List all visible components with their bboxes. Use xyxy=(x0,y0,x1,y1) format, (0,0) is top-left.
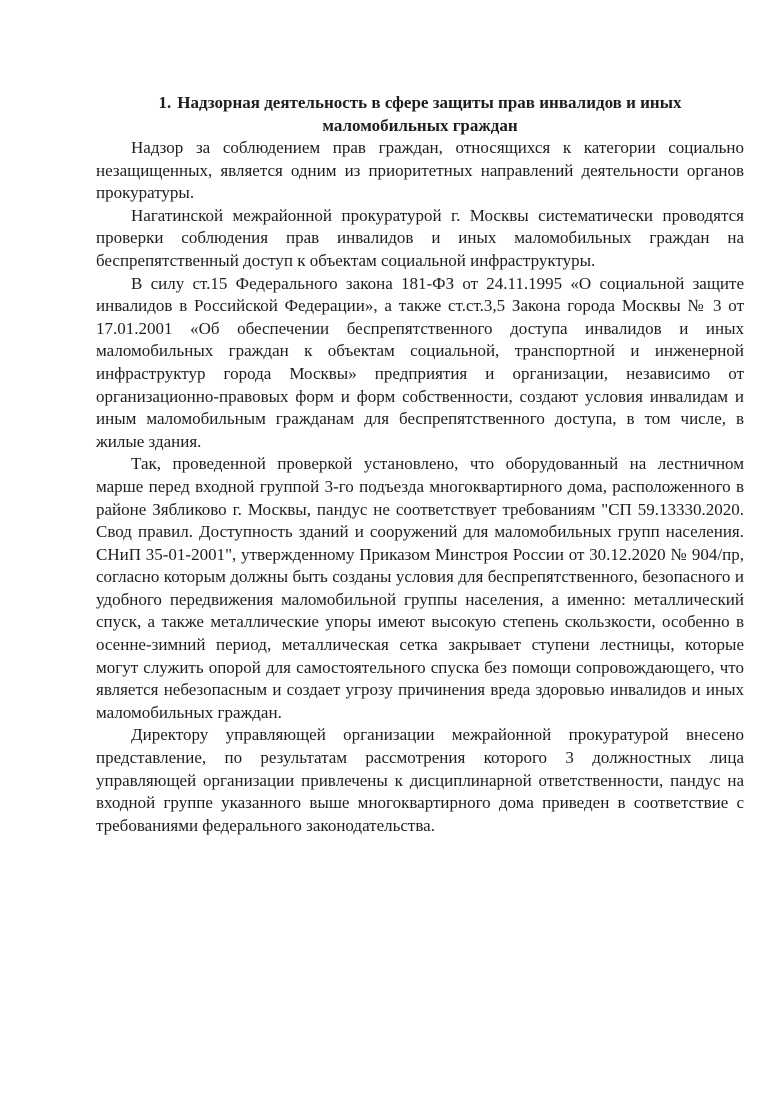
section-heading xyxy=(96,92,744,137)
section-number: 1. xyxy=(158,93,172,112)
paragraph-2: Нагатинской межрайонной прокуратурой г. Москвы систематически проводятся проверки соблюдения прав инвалидов и иных маломобильных граждан на беспрепятственный доступ к объектам социальной инфраструктуры. xyxy=(96,205,744,270)
section-title: Надзорная деятельность в сфере защиты прав инвалидов и иных маломобильных граждан xyxy=(177,93,682,135)
paragraph-1: Надзор за соблюдением прав граждан, относящихся к категории социально незащищенных, является одним из приоритетных направлений деятельности органов прокуратуры. xyxy=(96,138,744,203)
paragraph-5: Директору управляющей организации межрайонной прокуратурой внесено представление, по результатам рассмотрения которого 3 должностных лица управляющей организации привлечены к дисциплинарной ответственности, пандус на входной группе указанного выше многоквартирного дома приведен в соответствие с требованиями федерального законодательства. xyxy=(96,725,744,835)
document-body xyxy=(96,92,744,837)
paragraph-4: Так, проведенной проверкой установлено, что оборудованный на лестничном марше перед входной группой 3-го подъезда многоквартирного дома, расположенного в районе Зябликово г. Москвы, пандус не соответствует требованиям "СП 59.13330.2020. Свод правил. Доступность зданий и сооружений для маломобильных групп населения. СНиП 35-01-2001", утвержденному Приказом Минстроя России от 30.12.2020 № 904/пр, согласно которым должны быть созданы условия для беспрепятственного, безопасного и удобного передвижения маломобильной группы населения, а именно: металлический спуск, а также металлические упоры имеют высокую степень скользкости, особенно в осенне-зимний период, металлическая сетка закрывает ступени лестницы, которые могут служить опорой для самостоятельного спуска без помощи сопровождающего, что является небезопасным и создает угрозу причинения вреда здоровью инвалидов и иных маломобильных граждан. xyxy=(96,454,744,722)
paragraph-3: В силу ст.15 Федерального закона 181-ФЗ от 24.11.1995 «О социальной защите инвалидов в Российской Федерации», а также ст.ст.3,5 Закона города Москвы № 3 от 17.01.2001 «Об обеспечении беспрепятственного доступа инвалидов и иных маломобильных граждан к объектам социальной, транспортной и инженерной инфраструктур города Москвы» предприятия и организации, независимо от организационно-правовых форм и форм собственности, создают условия инвалидам и иным маломобильным гражданам для беспрепятственного доступа, в том числе, в жилые здания. xyxy=(96,273,744,451)
